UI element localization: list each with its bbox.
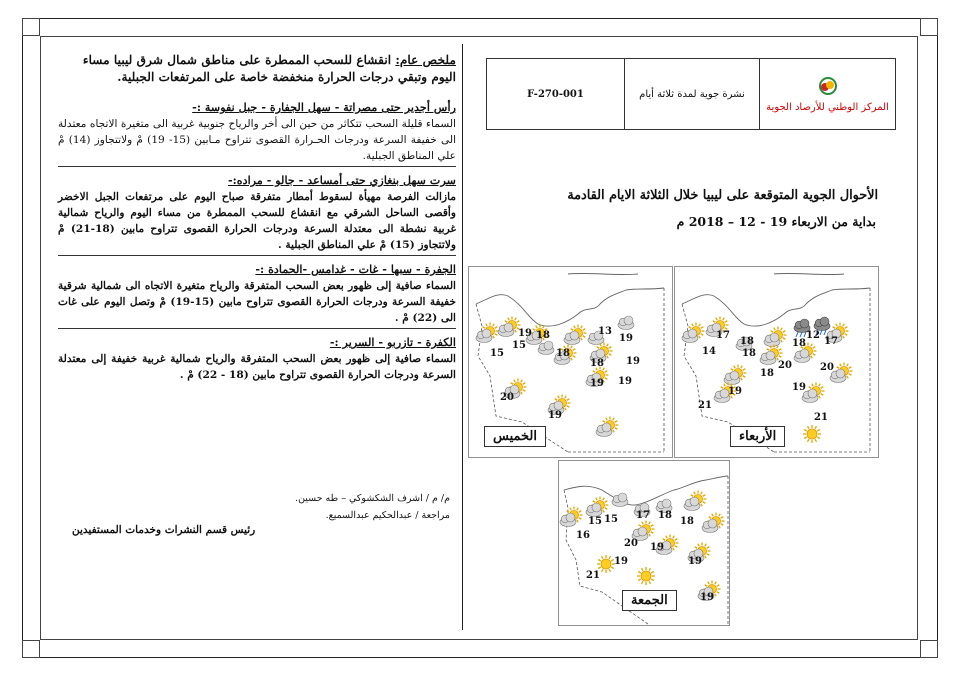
- temperature-label: 19: [614, 556, 628, 567]
- temperature-label: 20: [500, 392, 514, 403]
- temperature-label: 18: [740, 336, 754, 347]
- region-separator: [58, 255, 456, 256]
- bulletin-type: نشرة جوية لمدة ثلاثة أيام: [625, 59, 760, 129]
- temperature-label: 13: [598, 326, 612, 337]
- temperature-label: 18: [536, 330, 550, 341]
- center-name: المركز الوطني للأرصاد الجوية: [766, 101, 889, 113]
- temperature-label: 17: [636, 510, 650, 521]
- document-header: [486, 58, 896, 130]
- map-day-label: الخميس: [484, 426, 546, 447]
- temperature-label: 18: [680, 516, 694, 527]
- frame-corner: [920, 18, 938, 36]
- region-text: مازالت الفرصة مهيأة لسقوط أمطار متفرقة صباح اليوم على مرتفعات الجبل الاخضر وأقصى الساحل الشرقي مع انقشاع للسحب الممطرة من مساء اليوم والرياح شمالية غربية نشطة الى معتدلة السرعة ودرجات الحرارة القصوى تتراوح مابين (18-21) مْ ولاتتجاوز (15) مْ علي المناطق الجبلية .: [58, 191, 456, 251]
- form-code: F-270-001: [487, 59, 625, 129]
- map-day-label: الأربعاء: [730, 426, 785, 447]
- page-title: الأحوال الجوية المتوقعة على ليبيا خلال الثلاثة الايام القادمة: [567, 188, 878, 203]
- temperature-label: 21: [698, 400, 712, 411]
- temperature-label: 19: [728, 386, 742, 397]
- temperature-label: 18: [792, 338, 806, 349]
- temperature-label: 19: [590, 378, 604, 389]
- forecaster-signature: م/ م / اشرف الشكشوكي – طه حسين.: [295, 493, 450, 504]
- region-block: [58, 100, 456, 164]
- temperature-label: 19: [548, 410, 562, 421]
- review-signature: مراجعة / عبدالحكيم عبدالسميع.: [325, 510, 450, 521]
- temperature-label: 20: [624, 538, 638, 549]
- temperature-label: 21: [586, 570, 600, 581]
- temperature-label: 17: [824, 336, 838, 347]
- temperature-label: 15: [490, 348, 504, 359]
- meteorology-logo-icon: [815, 76, 841, 96]
- region-title: سرت سهل بنغازي حتى أمساعد - جالو - مراده:-: [227, 173, 456, 187]
- region-block: [58, 335, 456, 383]
- region-title: الجفرة - سبها - غات - غدامس -الحمادة :-: [255, 262, 456, 276]
- summary-text: انقشاع للسحب الممطرة على مناطق شمال شرق ليبيا مساء اليوم وتبقي درجات الحرارة منخفضة خاصة على المرتفعات الجبلية.: [82, 53, 456, 84]
- weather-map-friday: [558, 460, 730, 626]
- map-day-label: الجمعة: [622, 590, 677, 611]
- temperature-label: 18: [760, 368, 774, 379]
- temperature-label: 19: [792, 382, 806, 393]
- weather-map-wednesday: [674, 266, 879, 458]
- temperature-label: 19: [700, 592, 714, 603]
- frame-corner: [920, 640, 938, 658]
- page-subtitle: بداية من الاربعاء 19 - 12 – 2018 م: [676, 214, 876, 229]
- temperature-label: 19: [619, 333, 633, 344]
- temperature-label: 17: [716, 330, 730, 341]
- region-text: السماء قليلة السحب تتكاثر من حين الى أخر والرياح جنوبية غربية الى متغيرة الاتجاه معتدلة الى خفيفة السرعة ودرجات الحـرارة القصوى تتراوح مـابين (15- 19) مْ ولاتتجاوز (14) مْ علي المناطق الجبلية.: [58, 118, 457, 162]
- temperature-label: 19: [618, 376, 632, 387]
- department-head: رئيس قسم النشرات وخدمات المستفيدين: [72, 524, 256, 536]
- temperature-label: 15: [512, 340, 526, 351]
- general-summary: [58, 52, 456, 86]
- column-divider: [462, 44, 463, 630]
- temperature-label: 19: [650, 542, 664, 553]
- region-block: [58, 262, 456, 326]
- region-text: السماء صافية إلى ظهور بعض السحب المتفرقة والرياح متغيرة الاتجاه الى شمالية شرقية خفيفة السرعة ودرجات الحرارة القصوى تتراوح مابين (15-19) مْ وتصل اليوم على غات الى (22) مْ .: [58, 280, 456, 324]
- temperature-label: 19: [626, 356, 640, 367]
- temperature-label: 18: [742, 348, 756, 359]
- temperature-label: 18: [556, 348, 570, 359]
- temperature-label: 14: [702, 346, 716, 357]
- temperature-label: 16: [576, 530, 590, 541]
- center-logo-cell: [760, 59, 895, 129]
- temperature-label: 18: [590, 358, 604, 369]
- weather-map-thursday: [468, 266, 673, 458]
- temperature-label: 20: [778, 360, 792, 371]
- region-block: [58, 173, 456, 253]
- region-separator: [58, 166, 456, 167]
- temperature-label: 15: [588, 516, 602, 527]
- region-text: السماء صافية إلى ظهور بعض السحب المتفرقة والرياح شمالية غربية خفيفة إلى معتدلة السرعة ودرجات الحرارة القصوى تتراوح مابين (18 - 22) مْ .: [58, 353, 456, 381]
- frame-corner: [22, 18, 40, 36]
- region-title: رأس أجدير حتى مصراتة - سهل الجفارة - جبل نفوسة :-: [192, 100, 456, 114]
- region-title: الكفرة - تازربو - السرير :-: [329, 335, 456, 349]
- region-separator: [58, 328, 456, 329]
- temperature-label: 15: [604, 514, 618, 525]
- temperature-label: 18: [658, 510, 672, 521]
- temperature-label: 21: [814, 412, 828, 423]
- temperature-label: 12: [806, 330, 820, 341]
- temperature-label: 20: [820, 362, 834, 373]
- temperature-label: 19: [518, 328, 532, 339]
- temperature-label: 19: [688, 556, 702, 567]
- frame-corner: [22, 640, 40, 658]
- summary-label: ملخص عام:: [395, 53, 456, 67]
- forecast-text-column: [58, 52, 456, 383]
